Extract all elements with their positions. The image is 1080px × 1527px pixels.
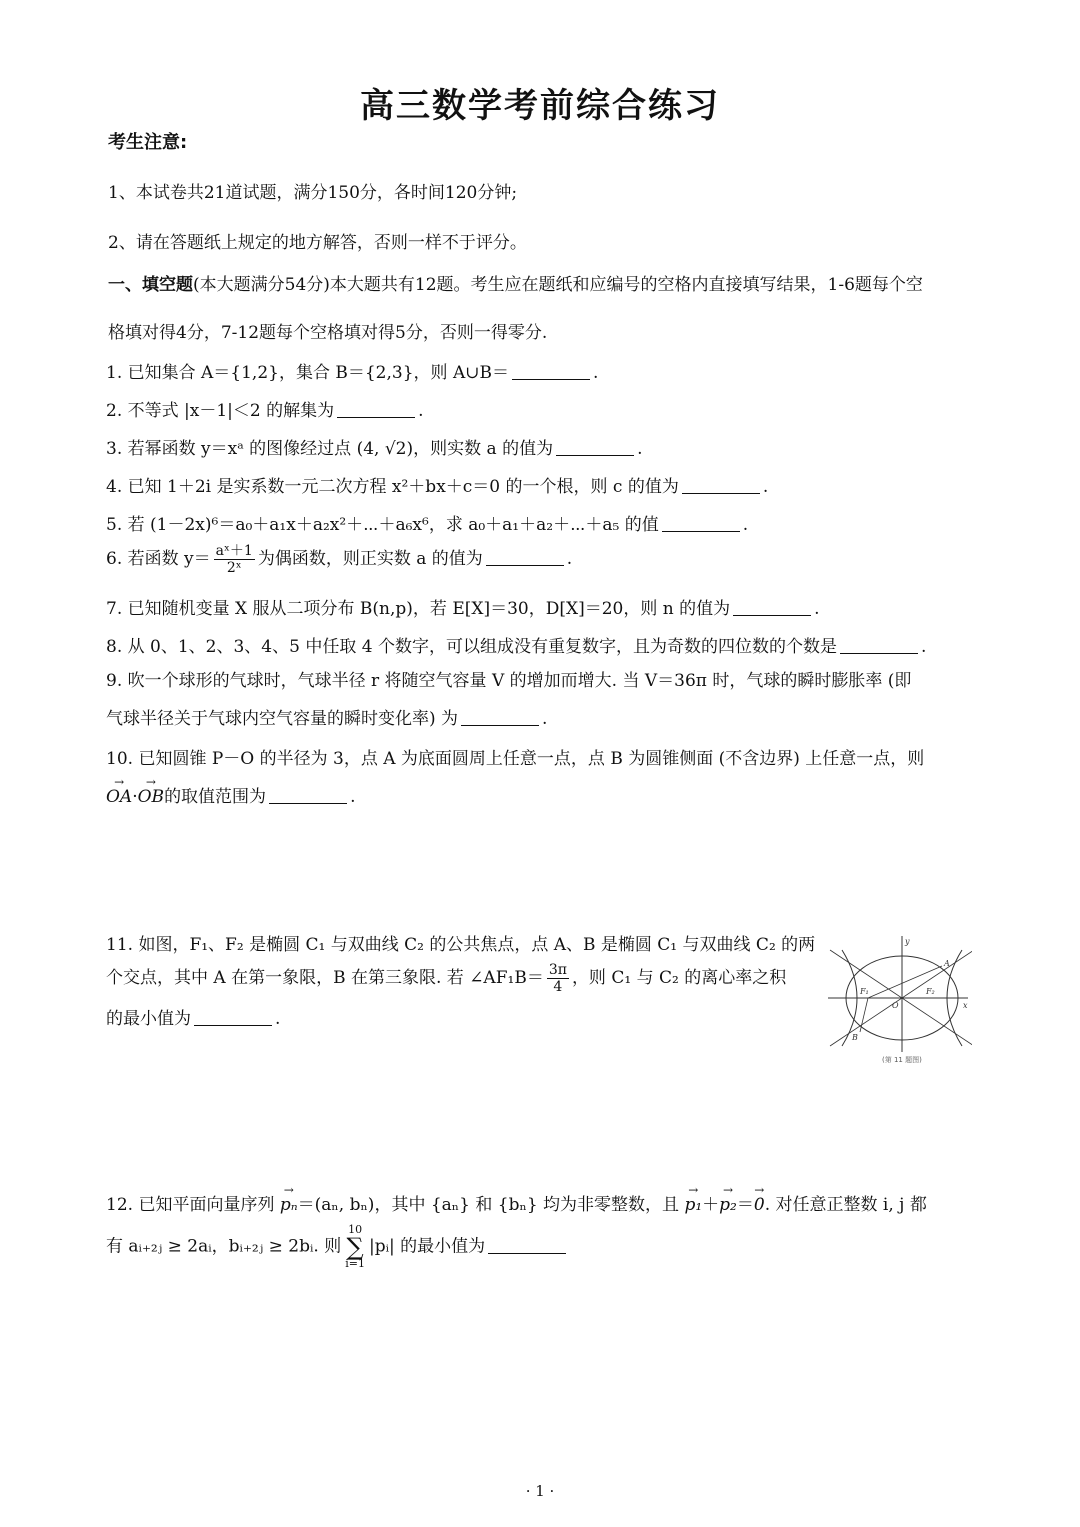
zero-vector: 0 →	[754, 1195, 765, 1215]
question-12-lead: 12. 已知平面向量序列	[106, 1195, 275, 1215]
y-axis-label: y	[905, 937, 910, 946]
point-b-label: B	[852, 1033, 858, 1042]
question-6-text: 为偶函数，则正实数 a 的值为	[257, 549, 483, 569]
origin-label: O	[892, 1001, 899, 1010]
section-intro-line1	[108, 270, 923, 295]
vector-p2: p₂ →	[719, 1195, 737, 1215]
question-11-line3: 的最小值为 .	[106, 1009, 281, 1029]
question-2-text: 2. 不等式 |x－1|＜2 的解集为	[106, 401, 335, 421]
answer-blank-9	[461, 725, 539, 726]
question-11-text: ，则 C₁ 与 C₂ 的离心率之积	[571, 968, 787, 988]
fraction-q6	[214, 543, 255, 576]
answer-blank-7	[733, 615, 811, 616]
notice-item-1: 1、本试卷共21道试题，满分150分，各时间120分钟;	[108, 183, 518, 203]
fraction-q11	[547, 962, 569, 995]
fraction-denominator: 4	[553, 979, 563, 995]
question-11-line1: 11. 如图，F₁、F₂ 是椭圆 C₁ 与双曲线 C₂ 的公共焦点，点 A、B 是椭圆 C₁ 与双曲线 C₂ 的两	[106, 935, 816, 955]
fraction-denominator: 2ˣ	[226, 560, 242, 576]
question-9-text: 气球半径关于气球内空气容量的瞬时变化率) 为	[106, 709, 459, 729]
ellipse-hyperbola-figure	[822, 930, 972, 1068]
page-title: 高三数学考前综合练习	[360, 86, 720, 126]
question-8-text: 8. 从 0、1、2、3、4、5 中任取 4 个数字，可以组成没有重复数字，且为奇数的四位数的个数是	[106, 637, 837, 657]
point-a-label: A	[944, 959, 950, 968]
vector-pn: pₙ →	[280, 1195, 298, 1215]
question-3: 3. 若幂函数 y＝xᵃ 的图像经过点 (4, √2)，则实数 a 的值为 .	[106, 439, 643, 459]
segment-f1-b	[860, 998, 868, 1032]
question-11-line2	[106, 962, 786, 995]
dot-operator: ·	[132, 787, 138, 807]
fraction-numerator: aˣ＋1	[215, 543, 253, 559]
question-6-lead: 6. 若函数 y＝	[106, 549, 211, 569]
question-7: 7. 已知随机变量 X 服从二项分布 B(n,p)，若 E[X]＝30，D[X]＝20，则 n 的值为 .	[106, 599, 820, 619]
question-5-text: 5. 若 (1－2x)⁶＝a₀＋a₁x＋a₂x²＋⋯＋a₆x⁶，求 a₀＋a₁＋a₂＋⋯＋a₅ 的值	[106, 515, 659, 535]
question-8: 8. 从 0、1、2、3、4、5 中任取 4 个数字，可以组成没有重复数字，且为奇数的四位数的个数是 .	[106, 637, 927, 657]
question-12-line1	[106, 1190, 927, 1215]
vector-oa: OA →	[106, 787, 132, 807]
fraction-numerator: 3π	[548, 962, 567, 978]
question-10-text: 的取值范围为	[164, 787, 267, 807]
question-4: 4. 已知 1＋2i 是实系数一元二次方程 x²＋bx＋c＝0 的一个根，则 c 的值为 .	[106, 477, 769, 497]
answer-blank-6	[486, 565, 564, 566]
focus-f1-label: F₁	[860, 987, 869, 996]
summation	[345, 1224, 365, 1270]
sigma-symbol: ∑	[346, 1233, 364, 1261]
answer-blank-11	[194, 1025, 272, 1026]
sum-upper: 10	[348, 1223, 363, 1236]
answer-blank-3	[556, 455, 634, 456]
question-12-text-tail: . 对任意正整数 i, j 都	[764, 1195, 927, 1215]
question-2: 2. 不等式 |x－1|＜2 的解集为 .	[106, 401, 424, 421]
section-heading: 一、填空题	[108, 275, 193, 295]
section-description: (本大题满分54分)本大题共有12题。考生应在题纸和应编号的空格内直接填写结果，1-6题每个空	[193, 275, 923, 295]
question-12-condition: 有 aᵢ₊₂ⱼ ≥ 2aᵢ，bᵢ₊₂ⱼ ≥ 2bᵢ. 则	[106, 1236, 342, 1257]
vector-p1: p₁ →	[684, 1195, 702, 1215]
question-12-ask: |pᵢ| 的最小值为	[368, 1236, 486, 1257]
notice-heading: 考生注意:	[108, 132, 188, 153]
focus-f2-label: F₂	[926, 987, 935, 996]
notice-item-2: 2、请在答题纸上规定的地方解答，否则一样不于评分。	[108, 233, 527, 253]
question-4-text: 4. 已知 1＋2i 是实系数一元二次方程 x²＋bx＋c＝0 的一个根，则 c 的值为	[106, 477, 679, 497]
question-1-text: 1. 已知集合 A＝{1,2}，集合 B＝{2,3}，则 A∪B＝	[106, 363, 509, 383]
answer-blank-2	[337, 417, 415, 418]
question-10-line1: 10. 已知圆锥 P－O 的半径为 3，点 A 为底面圆周上任意一点，点 B 为圆锥侧面 (不含边界) 上任意一点，则	[106, 749, 925, 769]
answer-blank-4	[682, 493, 760, 494]
x-axis-label: x	[963, 1001, 968, 1010]
figure-caption: (第 11 题图)	[882, 1056, 922, 1064]
page-number: · 1 ·	[525, 1482, 555, 1500]
question-6: 6. 若函数 y＝ $\frac{\text{aˣ＋1}}{\text{2ˣ}}$ 为偶函数，则正实数 a 的值为 .	[106, 543, 573, 576]
question-5: 5. 若 (1－2x)⁶＝a₀＋a₁x＋a₂x²＋⋯＋a₆x⁶，求 a₀＋a₁＋a₂＋⋯＋a₅ 的值 .	[106, 515, 749, 535]
question-9-line2: 气球半径关于气球内空气容量的瞬时变化率) 为 .	[106, 709, 548, 729]
question-11-tail: 的最小值为	[106, 1009, 191, 1029]
section-intro-line2: 格填对得4分，7-12题每个空格填对得5分，否则一得零分.	[108, 323, 548, 343]
vector-ob: OB →	[138, 787, 164, 807]
plus-operator: ＋	[702, 1195, 720, 1215]
question-9-line1: 9. 吹一个球形的气球时，气球半径 r 将随空气容量 V 的增加而增大. 当 V＝36π 时，气球的瞬时膨胀率 (即	[106, 671, 912, 691]
answer-blank-10	[269, 803, 347, 804]
question-7-text: 7. 已知随机变量 X 服从二项分布 B(n,p)，若 E[X]＝30，D[X]＝20，则 n 的值为	[106, 599, 731, 619]
equals-operator: ＝	[736, 1195, 754, 1215]
question-10-line2: OA →·OB →的取值范围为 .	[106, 782, 355, 807]
question-1: 1. 已知集合 A＝{1,2}，集合 B＝{2,3}，则 A∪B＝ .	[106, 363, 599, 383]
question-3-text: 3. 若幂函数 y＝xᵃ 的图像经过点 (4, √2)，则实数 a 的值为	[106, 439, 554, 459]
question-11-lead: 个交点，其中 A 在第一象限，B 在第三象限. 若 ∠AF₁B＝	[106, 968, 544, 988]
answer-blank-12	[488, 1253, 566, 1254]
answer-blank-5	[662, 531, 740, 532]
sum-lower: i=1	[345, 1257, 365, 1270]
question-12-line2	[106, 1224, 569, 1270]
question-12-text: ＝(aₙ, bₙ)，其中 {aₙ} 和 {bₙ} 均为非零整数，且	[297, 1195, 680, 1215]
answer-blank-1	[512, 379, 590, 380]
answer-blank-8	[840, 653, 918, 654]
